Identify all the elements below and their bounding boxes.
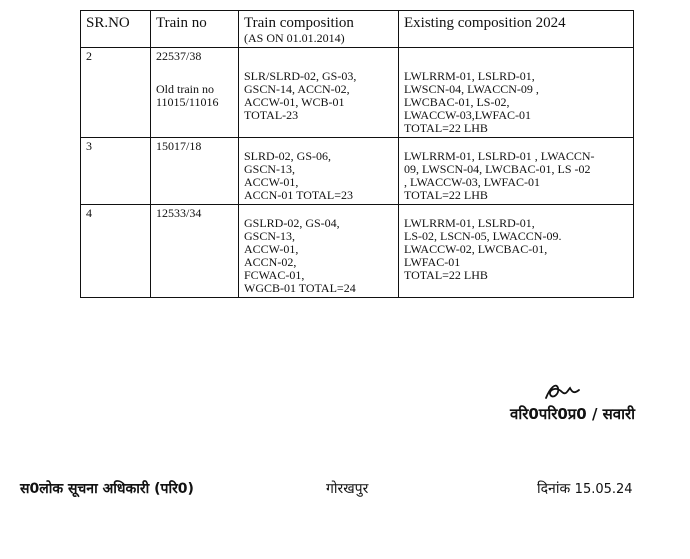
cell-existing [399, 48, 634, 138]
header-train-no: Train no [151, 11, 239, 48]
train-no: 12533/34 [156, 206, 202, 220]
cell-train-no [151, 48, 239, 138]
train-no: 22537/38 [156, 49, 202, 63]
cell-sr: 3 [81, 138, 151, 205]
cell-composition [239, 48, 399, 138]
composition-text: SLR/SLRD-02, GS-03, GSCN-14, ACCN-02, ACCW-01, WCB-01 TOTAL-23 [244, 69, 357, 122]
cell-existing [399, 138, 634, 205]
place-name: गोरखपुर [326, 481, 369, 497]
signature-mark [542, 378, 582, 404]
cell-train-no [151, 205, 239, 298]
old-train-label: Old train no [156, 82, 214, 96]
table-row [81, 205, 634, 298]
date-value: 15.05.24 [574, 482, 633, 497]
composition-table [80, 10, 634, 298]
header-train-composition-sub: (AS ON 01.01.2014) [244, 31, 345, 45]
date-label: दिनांक [537, 481, 571, 497]
officer-title: स0लोक सूचना अधिकारी (परि0) [20, 481, 194, 497]
table-row [81, 48, 634, 138]
cell-sr: 2 [81, 48, 151, 138]
existing-text: LWLRRM-01, LSLRD-01 , LWACCN- 09, LWSCN-04, LWCBAC-01, LS -02 , LWACCW-03, LWFAC-01 TOTAL=22 LHB [404, 149, 595, 202]
cell-composition [239, 205, 399, 298]
header-sr-no: SR.NO [81, 11, 151, 48]
existing-text: LWLRRM-01, LSLRD-01, LWSCN-04, LWACCN-09 , LWCBAC-01, LS-02, LWACCW-03,LWFAC-01 TOTAL=22 LHB [404, 69, 539, 135]
composition-text: GSLRD-02, GS-04, GSCN-13, ACCW-01, ACCN-02, FCWAC-01, WGCB-01 TOTAL=24 [244, 216, 356, 295]
existing-text: LWLRRM-01, LSLRD-01, LS-02, LSCN-05, LWACCN-09. LWACCW-02, LWCBAC-01, LWFAC-01 TOTAL=22 LHB [404, 216, 562, 282]
cell-sr: 4 [81, 205, 151, 298]
old-train-no: 11015/11016 [156, 95, 219, 109]
designation: वरि0परि0प्र0 / सवारी [510, 405, 636, 423]
cell-existing [399, 205, 634, 298]
table-header-row [81, 11, 634, 48]
train-no: 15017/18 [156, 139, 202, 153]
header-train-composition-title: Train composition [244, 15, 354, 31]
composition-text: SLRD-02, GS-06, GSCN-13, ACCW-01, ACCN-01 TOTAL=23 [244, 149, 354, 202]
cell-train-no [151, 138, 239, 205]
date-line [537, 479, 633, 498]
header-train-composition [239, 11, 399, 48]
header-existing-composition: Existing composition 2024 [399, 11, 634, 48]
table-row [81, 138, 634, 205]
cell-composition [239, 138, 399, 205]
